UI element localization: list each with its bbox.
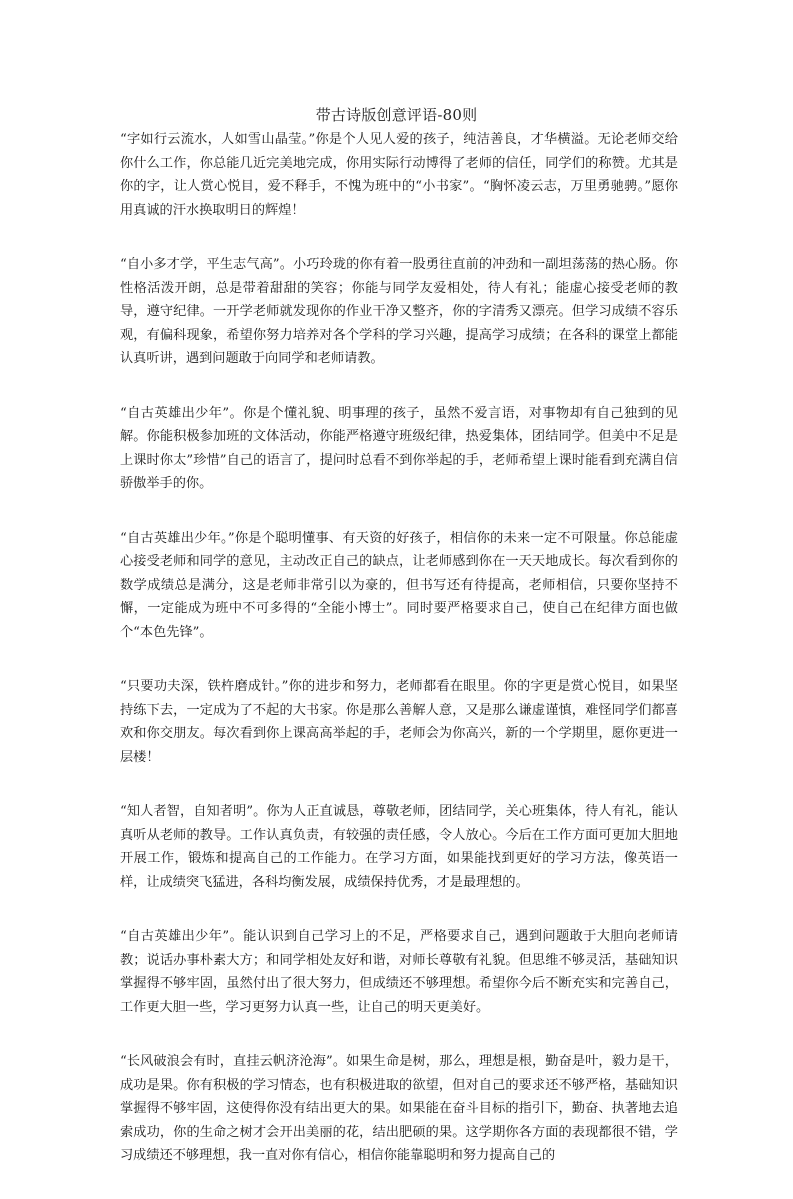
comment-paragraph-7: “自古英雄出少年”。能认识到自己学习上的不足，严格要求自己，遇到问题敢于大胆向老师请教；说话办事朴素大方；和同学相处友好和谐，对师长尊敬有礼貌。但思维不够灵活，基础知识掌握得不够牢固，虽然付出了很大努力，但成绩还不够理想。希望你今后不断充实和完善自己，工作更大胆一些，学习更努力认真一些，让自己的明天更美好。 <box>120 929 678 1015</box>
comment-paragraph-3: “自古英雄出少年”。你是个懂礼貌、明事理的孩子，虽然不爱言语，对事物却有自己独到的见解。你能积极参加班的文体活动，你能严格遵守班级纪律，热爱集体，团结同学。但美中不足是上课时你太”珍惜”自己的语言了，提问时总看不到你举起的手，老师希望上课时能看到充满自信骄傲举手的你。 <box>120 405 678 491</box>
comment-paragraph-6: “知人者智，自知者明”。你为人正直诚恳，尊敬老师，团结同学，关心班集体，待人有礼，能认真听从老师的教导。工作认真负责，有较强的责任感，令人放心。今后在工作方面可更加大胆地开展工作，锻炼和提高自己的工作能力。在学习方面，如果能找到更好的学习方法，像英语一样，让成绩突飞猛进，各科均衡发展，成绩保持优秀，才是最理想的。 <box>120 804 678 890</box>
comment-paragraph-2: “自小多才学，平生志气高”。小巧玲珑的你有着一股勇往直前的冲劲和一副坦荡荡的热心肠。你性格活泼开朗，总是带着甜甜的笑容；你能与同学友爱相处，待人有礼；能虚心接受老师的教导，遵守纪律。一开学老师就发现你的作业干净又整齐，你的字清秀又漂亮。但学习成绩不容乐观，有偏科现象，希望你努力培养对各个学科的学习兴趣，提高学习成绩；在各科的课堂上都能认真听讲，遇到问题敢于向同学和老师请教。 <box>120 257 678 366</box>
document-title: 带古诗版创意评语-80则 <box>315 106 478 124</box>
comment-paragraph-1: “字如行云流水，人如雪山晶莹。”你是个人见人爱的孩子，纯洁善良，才华横溢。无论老师交给你什么工作，你总能几近完美地完成，你用实际行动博得了老师的信任，同学们的称赞。尤其是你的字，让人赏心悦目，爱不释手，不愧为班中的“小书家”。“胸怀凌云志，万里勇驰骋。”愿你用真诚的汗水换取明日的辉煌！ <box>120 132 678 218</box>
document-body <box>120 128 678 1199</box>
comment-paragraph-5: “只要功夫深，铁杵磨成针。”你的进步和努力，老师都看在眼里。你的字更是赏心悦目，如果坚持练下去，一定成为了不起的大书家。你是那么善解人意，又是那么谦虚谨慎，难怪同学们都喜欢和你交朋友。每次看到你上课高高举起的手，老师会为你高兴，新的一个学期里，愿你更进一层楼！ <box>120 679 678 765</box>
comment-paragraph-8: “长风破浪会有时，直挂云帆济沧海”。如果生命是树，那么，理想是根，勤奋是叶，毅力是干，成功是果。你有积极的学习情态，也有积极进取的欲望，但对自己的要求还不够严格，基础知识掌握得不够牢固，这使得你没有结出更大的果。如果能在奋斗目标的指引下，勤奋、执著地去追索成功，你的生命之树才会开出美丽的花，结出肥硕的果。这学期你各方面的表现都很不错，学习成绩还不够理想，我一直对你有信心，相信你能靠聪明和努力提高自己的 <box>120 1054 678 1163</box>
comment-paragraph-4: “自古英雄出少年。”你是个聪明懂事、有天资的好孩子，相信你的未来一定不可限量。你总能虚心接受老师和同学的意见，主动改正自己的缺点，让老师感到你在一天天地成长。每次看到你的数学成绩总是满分，这是老师非常引以为豪的，但书写还有待提高，老师相信，只要你坚持不懈，一定能成为班中不可多得的“全能小博士”。同时要严格要求自己，使自己在纪律方面也做个“本色先锋”。 <box>120 530 678 640</box>
